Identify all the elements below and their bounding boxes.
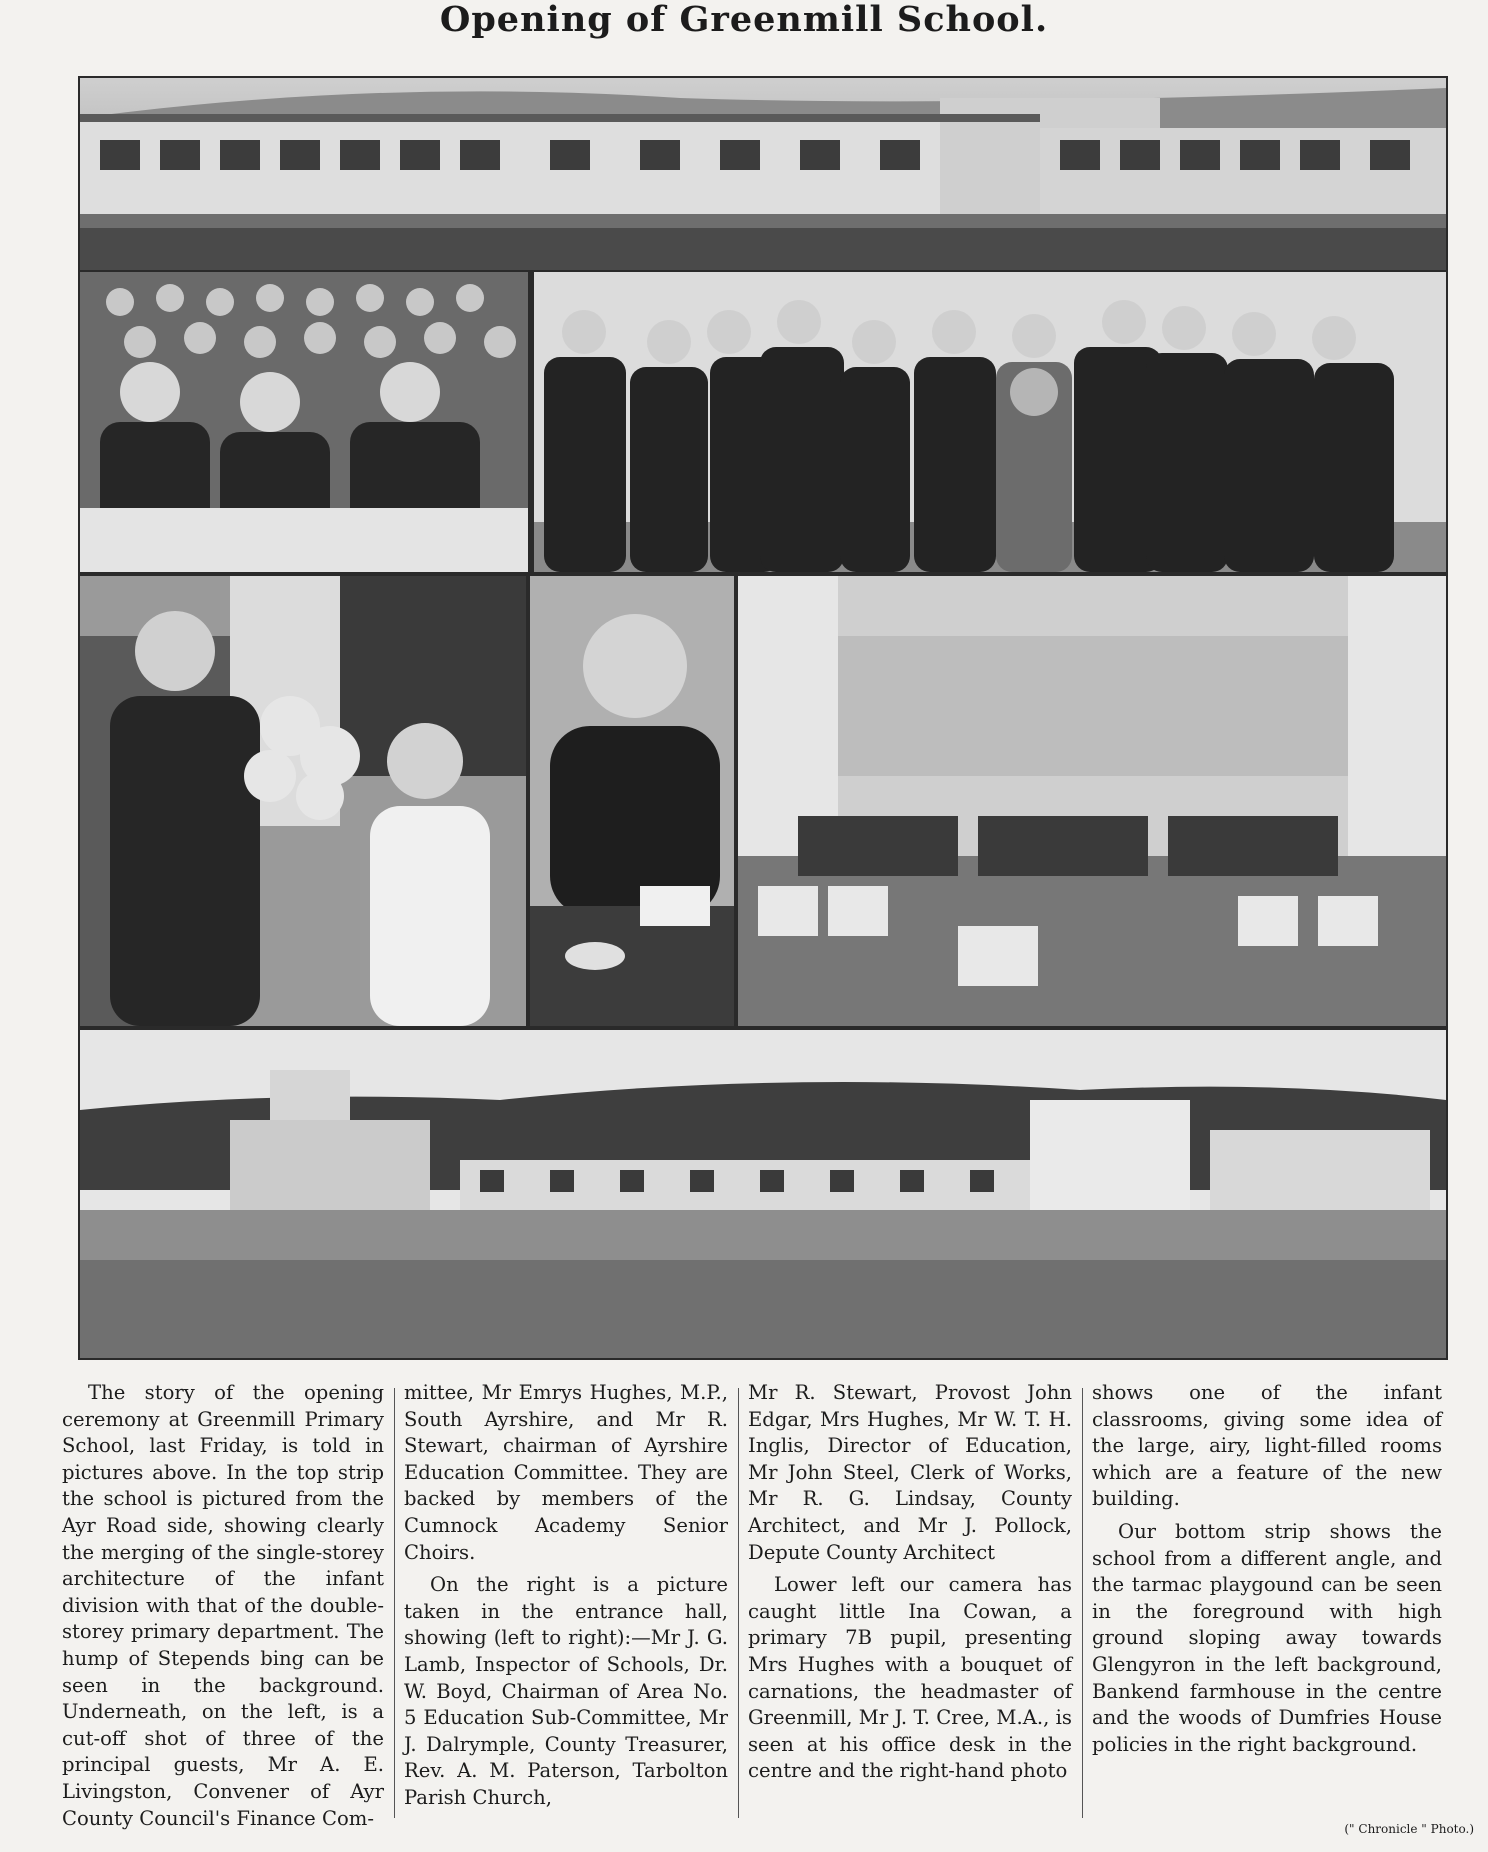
article-column-1 [62, 1380, 384, 1830]
photo-top-strip [80, 78, 1446, 270]
article-paragraph: mittee, Mr Emrys Hughes, M.P., South Ayrshire, and Mr R. Stewart, chairman of Ayrshire Education Committee. They are backed by members of the Cumnock Academy Senior Choirs. [404, 1381, 728, 1564]
column-divider [738, 1388, 739, 1818]
headline: Opening of Greenmill School. [439, 0, 1049, 40]
photo-headmaster [530, 576, 734, 1026]
article-paragraph: Lower left our camera has caught little Ina Cowan, a primary 7B pupil, presenting Mrs Hughes with a bouquet of carnations, the headmaster of Greenmill, Mr J. T. Cree, M.A., is seen at his office desk in the centre and the right-hand photo [748, 1573, 1072, 1783]
photo-entrance-hall [534, 272, 1446, 572]
photo-bottom-strip [80, 1030, 1446, 1358]
article-column-2 [404, 1380, 728, 1820]
photo-credit: (" Chronicle " Photo.) [1344, 1822, 1474, 1836]
article-paragraph: The story of the opening ceremony at Greenmill Primary School, last Friday, is told in pictures above. In the top strip the school is pictured from the Ayr Road side, showing clearly the merging of the single-storey architecture of the infant division with that of the double-storey primary department. The hump of Stepends bing can be seen in the background. Underneath, on the left, is a cut-off shot of three of the principal guests, Mr A. E. Livingston, Convener of Ayr County Council's Finance Com- [62, 1381, 384, 1830]
article-paragraph: Our bottom strip shows the school from a different angle, and the tarmac playgound can be seen in the foreground with high ground sloping away towards Glengyron in the left background, Bankend farmhouse in the centre and the woods of Dumfries House policies in the right background. [1092, 1519, 1442, 1756]
photo-bouquet [80, 576, 526, 1026]
article-paragraph: Mr R. Stewart, Provost John Edgar, Mrs Hughes, Mr W. T. H. Inglis, Director of Education, Mr John Steel, Clerk of Works, Mr R. G. Lindsay, County Architect, and Mr J. Pollock, Depute County Architect [748, 1381, 1072, 1564]
article-column-3 [748, 1380, 1072, 1820]
article-paragraph: On the right is a picture taken in the entrance hall, showing (left to right):—Mr J. G. Lamb, Inspector of Schools, Dr. W. Boyd, Chairman of Area No. 5 Education Sub-Committee, Mr J. Dalrymple, County Treasurer, Rev. A. M. Paterson, Tarbolton Parish Church, [404, 1573, 728, 1809]
column-divider [1082, 1388, 1083, 1818]
column-divider [394, 1388, 395, 1818]
photo-montage [78, 76, 1448, 1360]
article-column-4 [1092, 1380, 1442, 1820]
photo-classroom [738, 576, 1446, 1026]
article-paragraph: shows one of the infant classrooms, giving some idea of the large, airy, light-filled rooms which are a feature of the new building. [1092, 1381, 1442, 1511]
photo-principal-guests [80, 272, 528, 572]
